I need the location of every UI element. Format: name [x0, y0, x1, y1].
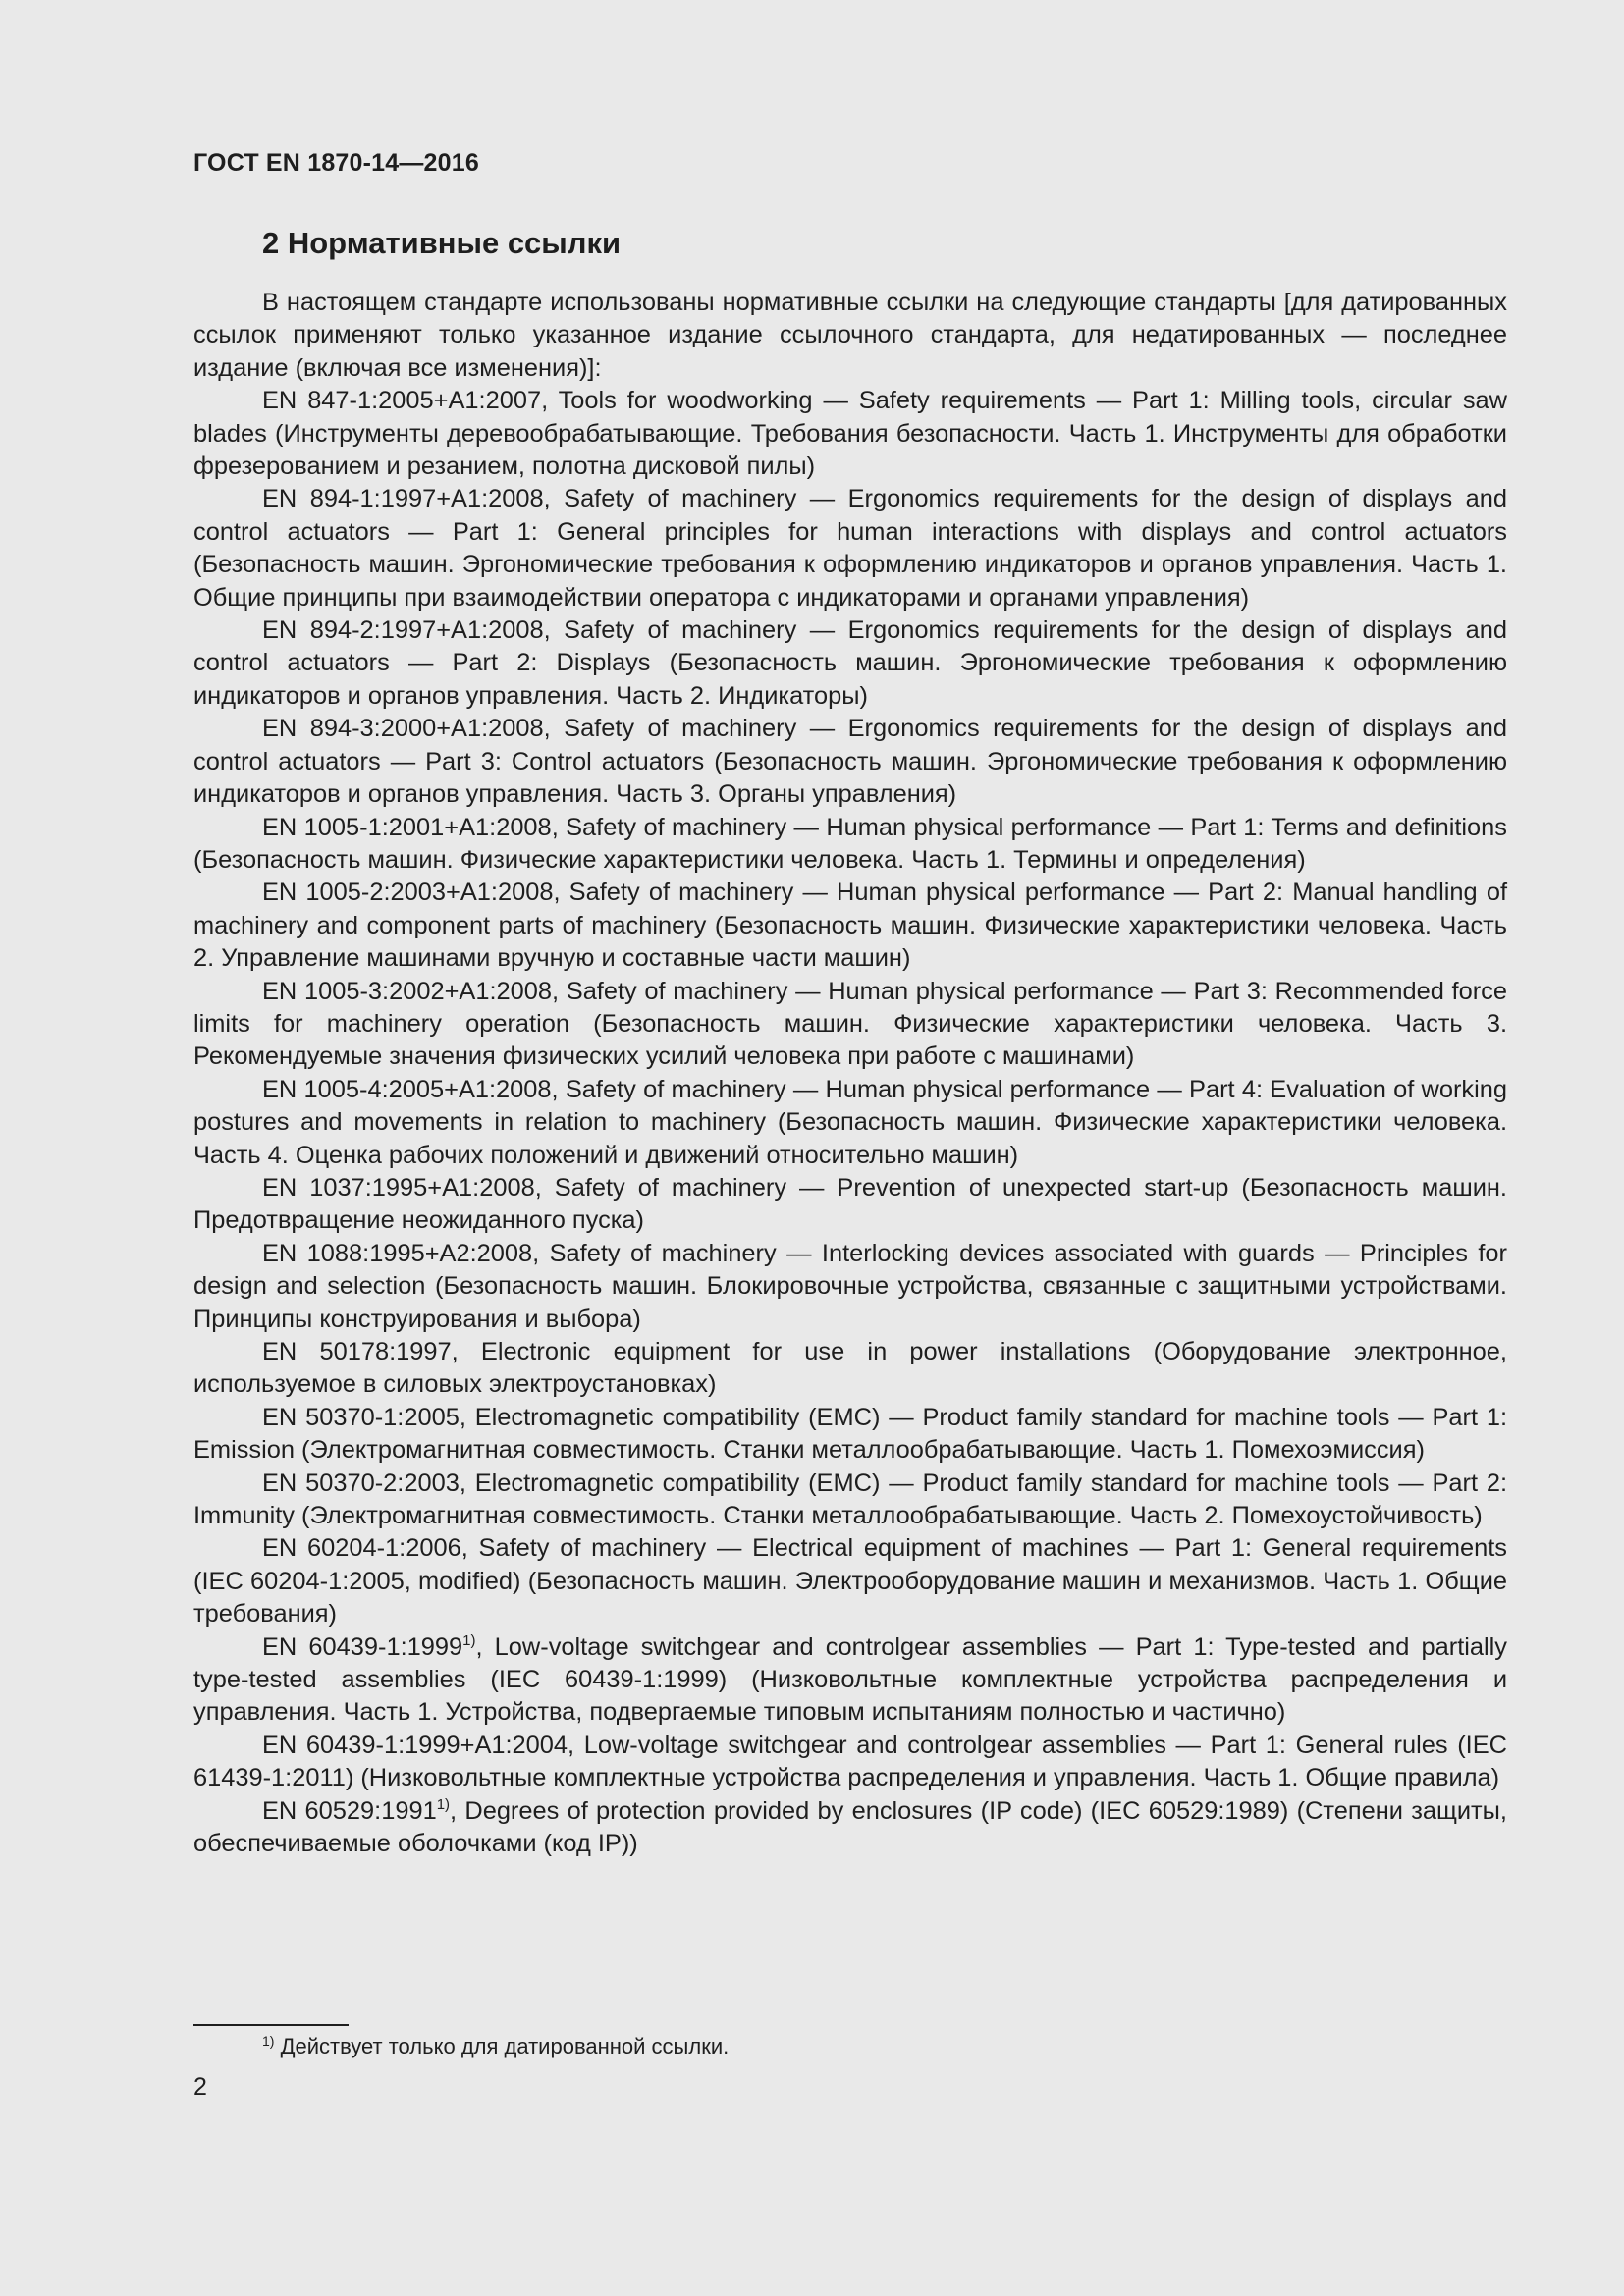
reference-title: , Safety of machinery — Electrical equipment of machines — Part 1: General requirements (IEC 60204-1:2005, modified) (Безопасность машин. Электрооборудование машин и механизмов. Часть 1. Общие требования) — [193, 1534, 1507, 1629]
reference-code: EN 1037:1995+A1:2008 — [262, 1173, 535, 1201]
reference-code: EN 847-1:2005+A1:2007 — [262, 387, 542, 415]
section-title: 2 Нормативные ссылки — [262, 226, 622, 260]
reference-title: , Low-voltage switchgear and controlgear assemblies — Part 1: Type-tested and partially type-tested assemblies (IEC 60439-1:1999) (Низковольтные комплектные устройства распределения и управления. Часть 1. Устройства, подвергаемые типовым испытаниям полностью и частично) — [193, 1632, 1507, 1727]
reference-title: , Safety of machinery — Ergonomics requirements for the design of displays and control actuators — Part 1: General principles for human interactions with displays and control actuators (Безопасность машин. Эргономические требования к оформлению индикаторов и органов управления. Часть 1. Общие принципы при взаимодействии оператора с индикаторами и органами управления) — [193, 485, 1507, 612]
footnote — [262, 2032, 729, 2061]
reference-code: EN 50370-1:2005 — [262, 1403, 460, 1431]
footnote-marker: 1) — [262, 2033, 275, 2049]
reference-item — [193, 614, 1507, 713]
reference-item — [193, 1730, 1507, 1795]
reference-code: EN 50370-2:2003 — [262, 1468, 460, 1497]
reference-code: EN 1088:1995+A2:2008 — [262, 1239, 533, 1267]
reference-title: , Tools for woodworking — Safety requirements — Part 1: Milling tools, circular saw blades (Инструменты деревообрабатывающие. Требования безопасности. Часть 1. Инструменты для обработки фрезерованием и резанием, полотна дисковой пилы) — [193, 387, 1507, 481]
reference-title: , Degrees of protection provided by enclosures (IP code) (IEC 60529:1989) (Степени защиты, обеспечиваемые оболочками (код IP)) — [193, 1796, 1507, 1858]
reference-title: , Safety of machinery — Ergonomics requirements for the design of displays and control actuators — Part 3: Control actuators (Безопасность машин. Эргономические требования к оформлению индикаторов и органов управления. Часть 3. Органы управления) — [193, 715, 1507, 809]
reference-item — [193, 1172, 1507, 1238]
reference-title: , Safety of machinery — Human physical performance — Part 2: Manual handling of machinery and component parts of machinery (Безопасность машин. Физические характеристики человека. Часть 2. Управление машинами вручную и составные части машин) — [193, 879, 1508, 973]
footnote-reference-marker: 1) — [462, 1631, 476, 1649]
reference-code: EN 60439-1:1999+A1:2004 — [262, 1731, 568, 1759]
reference-item — [193, 1336, 1507, 1402]
reference-item — [193, 713, 1507, 811]
section-body — [193, 287, 1507, 1861]
reference-code: EN 894-2:1997+A1:2008 — [262, 616, 544, 645]
reference-code: EN 60439-1:1999 — [262, 1632, 463, 1661]
reference-item — [193, 483, 1507, 614]
reference-title: , Low-voltage switchgear and controlgear assemblies — Part 1: General rules (IEC 61439-1:2011) (Низковольтные комплектные устройства распределения и управления. Часть 1. Общие правила) — [193, 1731, 1507, 1792]
reference-title: , Electromagnetic compatibility (EMC) — Product family standard for machine tools — Part 1: Emission (Электромагнитная совместимость. Станки металлообрабатывающие. Часть 1. Помехоэмиссия) — [193, 1403, 1508, 1465]
reference-list — [193, 385, 1507, 1860]
reference-item — [193, 812, 1507, 878]
reference-title: , Safety of machinery — Human physical performance — Part 1: Terms and definitions (Безопасность машин. Физические характеристики человека. Часть 1. Термины и определения) — [193, 813, 1507, 874]
footnote-text: Действует только для датированной ссылки. — [274, 2034, 730, 2058]
reference-code: EN 60204-1:2006 — [262, 1534, 461, 1563]
reference-title: , Safety of machinery — Interlocking devices associated with guards — Principles for design and selection (Безопасность машин. Блокировочные устройства, связанные с защитными устройствами. Принципы конструирования и выбора) — [193, 1239, 1507, 1333]
reference-code: EN 1005-2:2003+A1:2008 — [262, 879, 554, 907]
reference-code: EN 894-1:1997+A1:2008 — [262, 485, 544, 513]
reference-item — [193, 877, 1507, 975]
footnote-divider — [193, 2024, 349, 2026]
reference-item — [193, 1402, 1507, 1468]
reference-title: , Electronic equipment for use in power installations (Оборудование электронное, используемое в силовых электроустановках) — [193, 1338, 1507, 1399]
reference-item — [193, 1468, 1507, 1533]
reference-title: , Safety of machinery — Prevention of unexpected start-up (Безопасность машин. Предотвращение неожиданного пуска) — [193, 1173, 1507, 1235]
reference-item — [193, 385, 1507, 483]
reference-item — [193, 1074, 1507, 1172]
reference-code: EN 1005-1:2001+A1:2008 — [262, 813, 552, 841]
reference-item — [193, 1631, 1507, 1730]
intro-paragraph: В настоящем стандарте использованы нормативные ссылки на следующие стандарты [для датированных ссылок применяют только указанное издание ссылочного стандарта, для недатированных — последнее издание (включая все изменения)]: — [193, 289, 1507, 382]
reference-title: , Electromagnetic compatibility (EMC) — Product family standard for machine tools — Part 2: Immunity (Электромагнитная совместимость. Станки металлообрабатывающие. Часть 2. Помехоустойчивость) — [193, 1468, 1508, 1530]
reference-code: EN 894-3:2000+A1:2008 — [262, 715, 544, 743]
reference-item — [193, 1795, 1507, 1861]
footnote-reference-marker: 1) — [436, 1795, 451, 1813]
page-number: 2 — [193, 2073, 207, 2101]
reference-code: EN 60529:1991 — [262, 1796, 437, 1825]
document-code-header: ГОСТ EN 1870-14—2016 — [193, 149, 479, 177]
reference-code: EN 1005-3:2002+A1:2008 — [262, 977, 552, 1005]
reference-item — [193, 1532, 1507, 1630]
reference-title: , Safety of machinery — Human physical performance — Part 4: Evaluation of working postures and movements in relation to machinery (Безопасность машин. Физические характеристики человека. Часть 4. Оценка рабочих положений и движений относительно машин) — [193, 1075, 1507, 1169]
reference-title: , Safety of machinery — Ergonomics requirements for the design of displays and control actuators — Part 2: Displays (Безопасность машин. Эргономические требования к оформлению индикаторов и органов управления. Часть 2. Индикаторы) — [193, 616, 1507, 710]
reference-code: EN 1005-4:2005+A1:2008 — [262, 1075, 552, 1103]
reference-title: , Safety of machinery — Human physical performance — Part 3: Recommended force limits for machinery operation (Безопасность машин. Физические характеристики человека. Часть 3. Рекомендуемые значения физических усилий человека при работе с машинами) — [193, 977, 1507, 1071]
reference-code: EN 50178:1997 — [262, 1338, 452, 1365]
reference-item — [193, 1238, 1507, 1336]
reference-item — [193, 976, 1507, 1074]
